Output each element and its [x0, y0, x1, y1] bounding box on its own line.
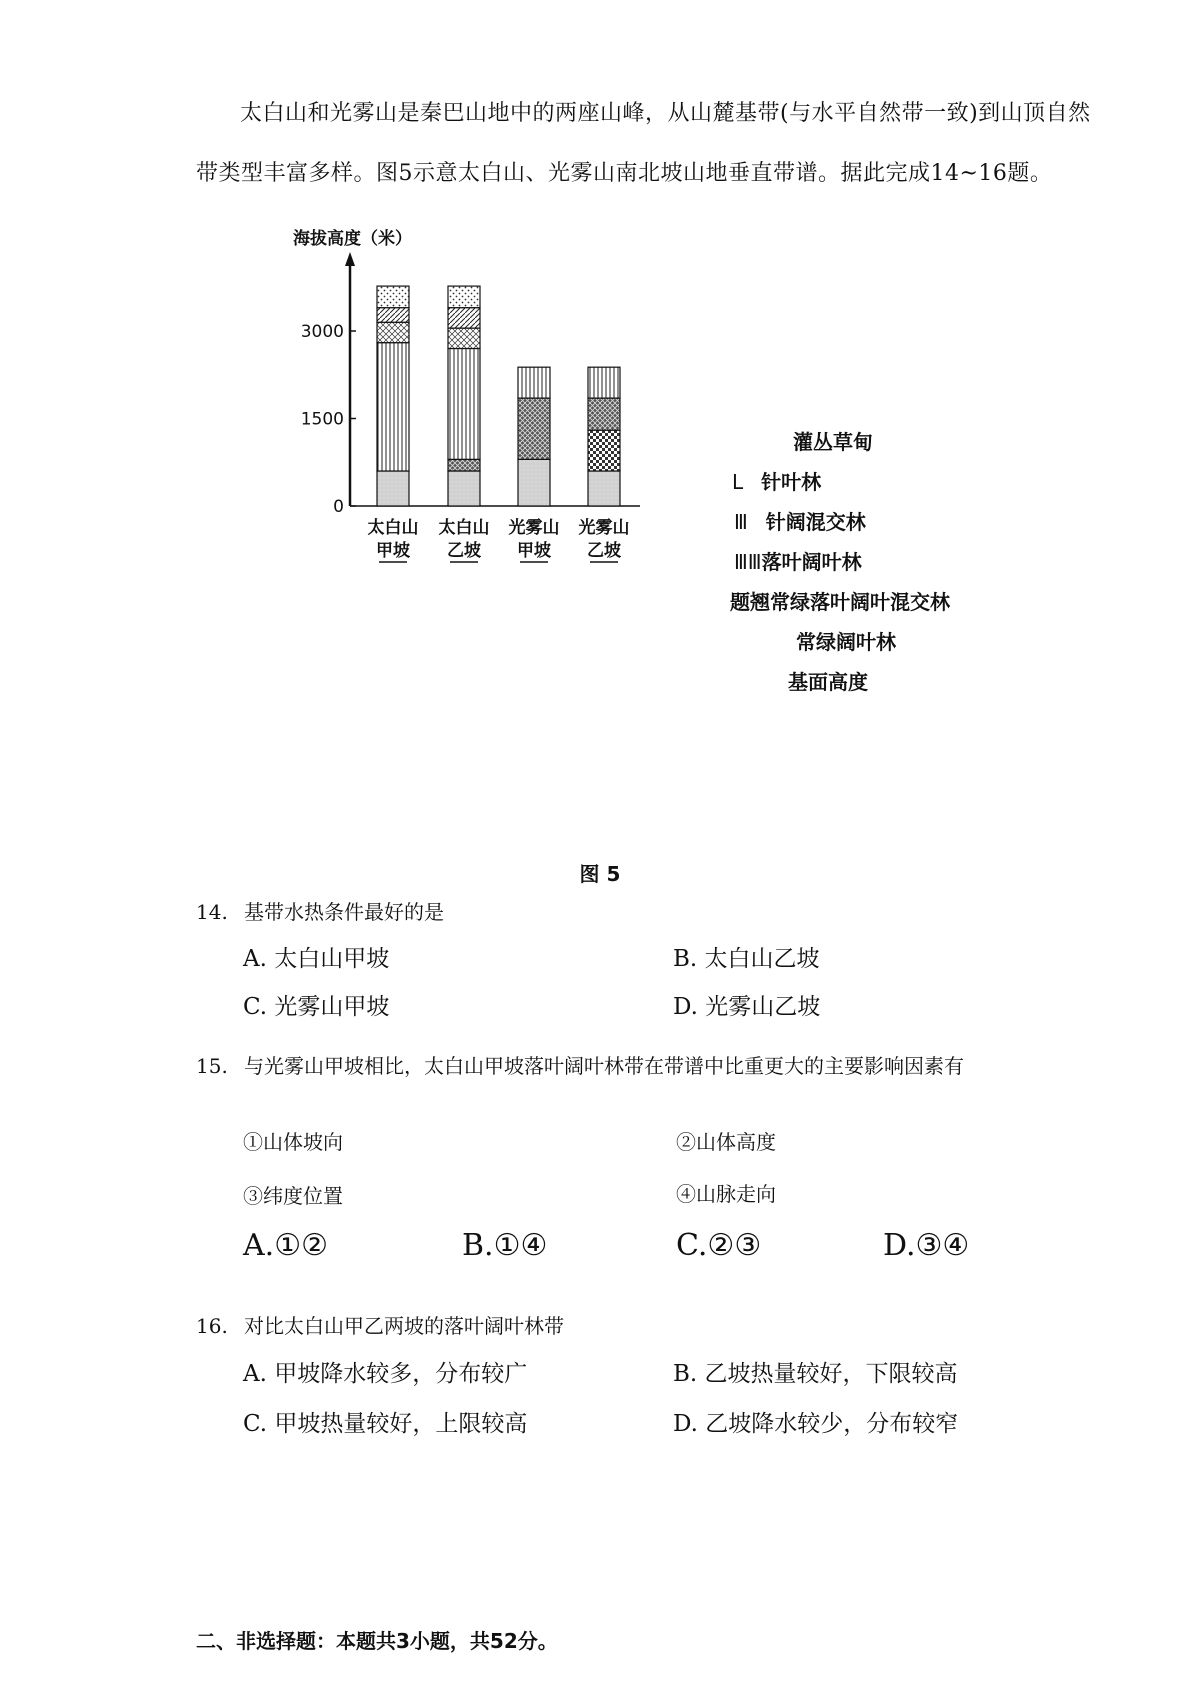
bar-3 — [518, 367, 550, 506]
y-axis-label: 海拔高度（米） — [293, 229, 412, 249]
bar-segment-mixed-forest — [377, 322, 409, 342]
x-category-label: 乙坡 — [447, 541, 481, 561]
q15-item-1: ①山体坡向 — [243, 1130, 343, 1154]
question-14-stem — [196, 896, 444, 925]
x-category-label: 甲坡 — [517, 541, 551, 561]
x-category-label: 甲坡 — [376, 541, 410, 561]
bar-segment-base-height — [588, 471, 620, 506]
legend-item-deciduous-forest — [734, 546, 862, 575]
question-number: 14. — [196, 900, 228, 924]
legend-symbol: 题翘 — [730, 590, 770, 614]
bar-segment-evergreen-deciduous-mixed — [588, 398, 620, 430]
legend-symbol: Ⅲ — [734, 510, 748, 534]
q15-option-a[interactable]: A.①② — [243, 1228, 328, 1263]
legend-label: 针叶林 — [761, 470, 822, 494]
q16-option-d[interactable]: D. 乙坡降水较少，分布较窄 — [673, 1411, 959, 1437]
figure-caption: 图 5 — [579, 862, 621, 886]
y-tick-label: 3000 — [300, 322, 344, 342]
bar-segment-deciduous-forest — [448, 349, 480, 460]
bar-2 — [448, 286, 480, 506]
q15-item-2: ②山体高度 — [676, 1130, 776, 1154]
legend-item-evergreen-deciduous-mixed — [730, 586, 950, 615]
legend-symbol: ⅢⅢ — [734, 550, 762, 574]
bar-segment-shrub-meadow — [377, 286, 409, 308]
y-tick-label: 0 — [333, 497, 344, 517]
question-number: 15. — [196, 1054, 228, 1078]
legend-label: 针阔混交林 — [765, 510, 866, 534]
bar-segment-shrub-meadow — [448, 286, 480, 308]
question-text: 基带水热条件最好的是 — [244, 900, 444, 924]
legend-item-shrub-meadow — [775, 426, 873, 455]
q16-option-c[interactable]: C. 甲坡热量较好，上限较高 — [243, 1411, 528, 1437]
chart-svg — [293, 229, 740, 618]
bar-segment-mixed-forest — [448, 328, 480, 348]
q15-option-d[interactable]: D.③④ — [883, 1228, 970, 1263]
bar-segment-conifer — [448, 308, 480, 328]
bar-segment-base-height — [448, 471, 480, 506]
bar-4 — [588, 367, 620, 506]
intro-text: 太白山和光雾山是秦巴山地中的两座山峰，从山麓基带(与水平自然带一致)到山顶自然带类型丰富多样。图5示意太白山、光雾山南北坡山地垂直带谱。据此完成14~16题。 — [196, 101, 1091, 186]
legend-item-evergreen-forest — [778, 626, 896, 655]
vertical-zone-chart — [293, 229, 740, 618]
bar-segment-base-height — [518, 459, 550, 506]
question-number: 16. — [196, 1314, 228, 1338]
q14-option-c[interactable]: C. 光雾山甲坡 — [243, 994, 390, 1020]
legend-label: 常绿阔叶林 — [796, 630, 896, 654]
q16-option-b[interactable]: B. 乙坡热量较好，下限较高 — [673, 1361, 958, 1387]
x-category-label: 太白山 — [367, 518, 419, 538]
y-axis-arrow — [345, 252, 355, 266]
legend-label: 落叶阔叶林 — [761, 550, 862, 574]
legend-item-base-height — [770, 666, 868, 695]
q14-option-a[interactable]: A. 太白山甲坡 — [243, 946, 390, 972]
legend-label: 灌丛草甸 — [793, 430, 873, 454]
bar-1 — [377, 286, 409, 506]
x-category-label: 光雾山 — [508, 518, 560, 538]
question-text: 与光雾山甲坡相比，太白山甲坡落叶阔叶林带在带谱中比重更大的主要影响因素有 — [244, 1054, 964, 1078]
legend-item-mixed-forest — [734, 506, 866, 535]
x-category-label: 光雾山 — [578, 518, 630, 538]
question-text: 对比太白山甲乙两坡的落叶阔叶林带 — [244, 1314, 564, 1338]
question-16-stem — [196, 1310, 564, 1339]
q15-option-b[interactable]: B.①④ — [462, 1228, 548, 1263]
bar-segment-base-height — [377, 471, 409, 506]
legend-item-conifer — [732, 466, 821, 495]
section-title: 二、非选择题：本题共3小题，共52分。 — [196, 1629, 558, 1653]
legend-label: 基面高度 — [788, 670, 868, 694]
y-tick-label: 1500 — [300, 409, 344, 430]
bar-segment-conifer — [377, 308, 409, 323]
bar-segment-evergreen-deciduous-mixed — [518, 398, 550, 459]
q14-option-b[interactable]: B. 太白山乙坡 — [673, 946, 820, 972]
q14-option-d[interactable]: D. 光雾山乙坡 — [673, 994, 821, 1020]
intro-paragraph — [196, 84, 1096, 204]
q15-option-c[interactable]: C.②③ — [676, 1228, 762, 1263]
bar-segment-evergreen-deciduous-mixed — [448, 459, 480, 471]
q15-item-4: ④山脉走向 — [676, 1182, 776, 1206]
q15-item-3: ③纬度位置 — [243, 1184, 343, 1208]
legend-symbol: L — [732, 470, 744, 494]
q16-option-a[interactable]: A. 甲坡降水较多，分布较广 — [243, 1361, 528, 1387]
bar-segment-deciduous-forest — [377, 343, 409, 471]
question-15-stem — [196, 1050, 964, 1079]
bar-segment-deciduous-forest — [588, 367, 620, 398]
x-category-label: 太白山 — [438, 518, 490, 538]
bar-segment-evergreen-forest — [588, 430, 620, 471]
bar-segment-deciduous-forest — [518, 367, 550, 398]
x-category-label: 乙坡 — [587, 541, 621, 561]
legend-label: 常绿落叶阔叶混交林 — [770, 590, 950, 614]
